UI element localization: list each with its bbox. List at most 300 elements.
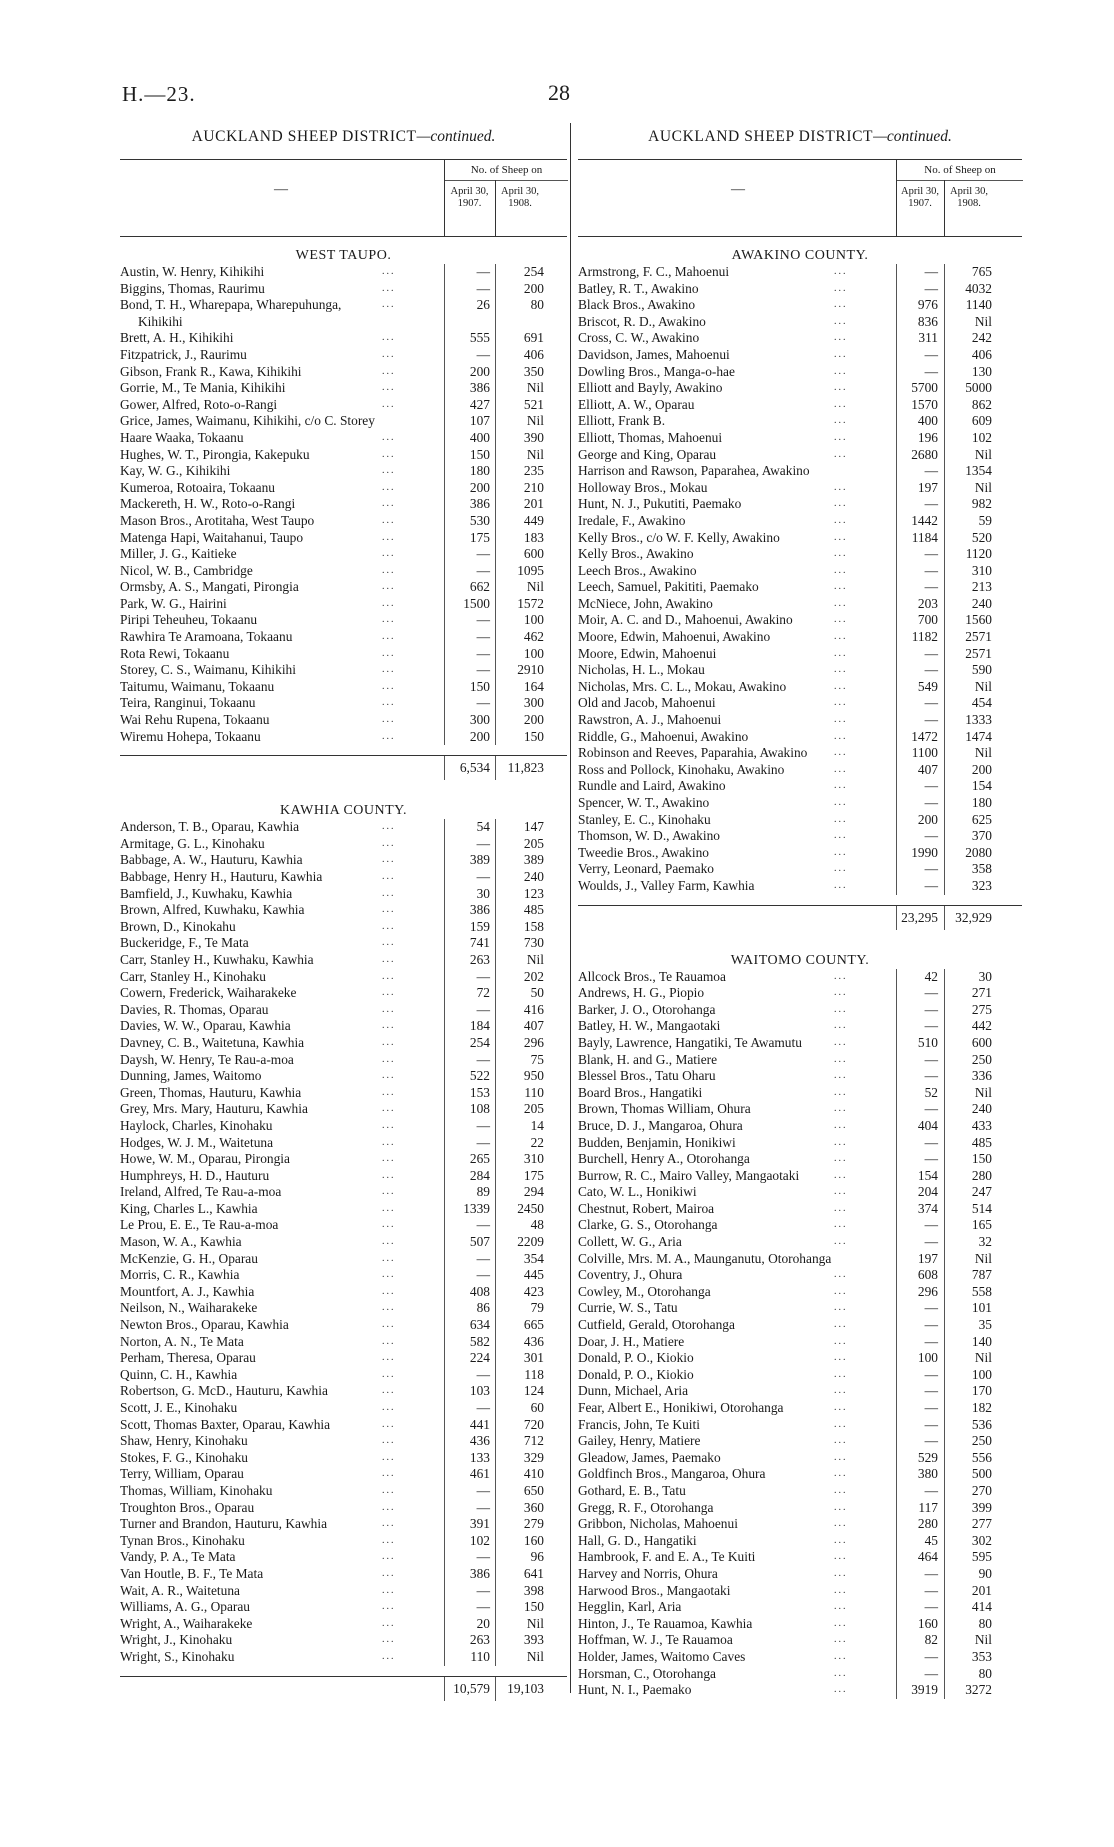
sheep-1907: — bbox=[924, 712, 938, 728]
dot-leader: ... bbox=[834, 1601, 848, 1613]
section-heading: KAWHIA COUNTY. bbox=[280, 803, 407, 819]
table-row bbox=[578, 480, 1022, 497]
sheep-1908: 50 bbox=[530, 985, 544, 1001]
header-col-1907: April 30, 1907. bbox=[901, 186, 939, 209]
dot-leader: ... bbox=[834, 763, 848, 775]
sheep-1907: 461 bbox=[469, 1466, 490, 1482]
sheep-1907: 54 bbox=[476, 819, 490, 835]
row-name: Storey, C. S., Waimanu, Kihikihi bbox=[120, 662, 296, 678]
sheep-1908: 414 bbox=[971, 1599, 992, 1615]
total-1908: 32,929 bbox=[955, 909, 992, 925]
table-row bbox=[578, 1417, 1022, 1434]
sheep-1907: 608 bbox=[917, 1267, 938, 1283]
row-name: Spencer, W. T., Awakino bbox=[578, 795, 710, 810]
sheep-1908: 558 bbox=[971, 1283, 992, 1299]
dot-leader: ... bbox=[834, 514, 848, 526]
table-row bbox=[578, 1018, 1022, 1035]
table-row bbox=[120, 1533, 567, 1550]
sheep-1907: 400 bbox=[917, 413, 938, 429]
table-row bbox=[120, 1217, 567, 1234]
sheep-1907: — bbox=[924, 1317, 938, 1333]
row-name: Leech Bros., Awakino bbox=[578, 562, 697, 578]
sheep-1907: 3919 bbox=[911, 1682, 938, 1698]
sheep-1908: 100 bbox=[523, 645, 544, 661]
sheep-1907: 107 bbox=[469, 413, 490, 429]
table-row bbox=[120, 1201, 567, 1218]
sheep-1907: — bbox=[924, 1234, 938, 1250]
dot-leader: ... bbox=[834, 714, 848, 726]
row-name: Norton, A. N., Te Mata bbox=[120, 1333, 244, 1349]
sheep-1908: 982 bbox=[971, 496, 992, 512]
table-row bbox=[578, 1450, 1022, 1467]
row-name: Batley, H. W., Mangaotaki bbox=[578, 1018, 721, 1034]
sheep-1907: — bbox=[924, 463, 938, 479]
total-1907: 23,295 bbox=[901, 909, 938, 925]
dot-leader: ... bbox=[382, 498, 396, 510]
sheep-1907: 436 bbox=[469, 1433, 490, 1449]
dot-leader: ... bbox=[834, 813, 848, 825]
row-name: Davidson, James, Mahoenui bbox=[578, 346, 730, 362]
dot-leader: ... bbox=[382, 1402, 396, 1413]
sheep-1908: 164 bbox=[523, 678, 544, 694]
dot-leader: ... bbox=[382, 465, 396, 477]
sheep-1908: 14 bbox=[530, 1117, 544, 1133]
sheep-1908: 250 bbox=[971, 1433, 992, 1449]
column-title-suffix: —continued. bbox=[416, 128, 496, 145]
row-name: Le Prou, E. E., Te Rau-a-moa bbox=[120, 1217, 279, 1233]
sheep-1907: 510 bbox=[917, 1034, 938, 1050]
sheep-1907: 180 bbox=[469, 463, 490, 479]
sheep-1907: — bbox=[476, 1001, 490, 1017]
sheep-1908: 90 bbox=[978, 1565, 992, 1581]
sheep-1907: — bbox=[924, 1433, 938, 1449]
table-row bbox=[120, 729, 567, 746]
row-name: Quinn, C. H., Kawhia bbox=[120, 1366, 238, 1382]
row-name: Brown, Alfred, Kuwhaku, Kawhia bbox=[120, 902, 305, 918]
dot-leader: ... bbox=[834, 1634, 848, 1646]
dot-leader: ... bbox=[382, 1169, 396, 1181]
sheep-1907: — bbox=[924, 1051, 938, 1067]
row-name: Rota Rewi, Tokaanu bbox=[120, 645, 230, 661]
sheep-1908: 310 bbox=[523, 1151, 544, 1167]
sheep-1907: — bbox=[924, 264, 938, 279]
table-row bbox=[120, 1184, 567, 1201]
sheep-1907: 549 bbox=[917, 678, 938, 694]
dot-leader: ... bbox=[382, 1601, 396, 1613]
row-name: Andrews, H. G., Piopio bbox=[578, 985, 705, 1001]
row-name: Davies, R. Thomas, Oparau bbox=[120, 1001, 269, 1017]
dot-leader: ... bbox=[382, 564, 396, 576]
dot-leader: ... bbox=[834, 531, 848, 543]
sheep-1907: — bbox=[924, 695, 938, 711]
row-name: Bayly, Lawrence, Hangatiki, Te Awamutu bbox=[578, 1034, 802, 1050]
row-name: Brown, D., Kinokahu bbox=[120, 918, 236, 934]
table-row bbox=[120, 430, 567, 447]
table-row bbox=[578, 1101, 1022, 1118]
row-name: Moore, Edwin, Mahoenui, Awakino bbox=[578, 629, 771, 645]
row-name: Babbage, Henry H., Hauturu, Kawhia bbox=[120, 869, 323, 884]
sheep-1908: 1333 bbox=[965, 712, 992, 728]
table-row bbox=[120, 1483, 567, 1500]
sheep-1907: 100 bbox=[917, 1350, 938, 1366]
sheep-1908: 240 bbox=[523, 869, 544, 884]
dot-leader: ... bbox=[382, 1435, 396, 1447]
header-dash: — bbox=[731, 182, 745, 197]
sheep-1907: 400 bbox=[469, 429, 490, 445]
section-gap bbox=[120, 1701, 567, 1721]
left-column bbox=[120, 128, 567, 1721]
row-name: Thomas, William, Kinohaku bbox=[120, 1482, 273, 1498]
sheep-1907: 204 bbox=[917, 1184, 938, 1200]
table-row bbox=[120, 952, 567, 969]
sheep-1908: 4032 bbox=[965, 280, 992, 296]
table-row bbox=[120, 1383, 567, 1400]
sheep-1908: 720 bbox=[523, 1416, 544, 1432]
dot-leader: ... bbox=[834, 1335, 848, 1347]
sheep-1907: — bbox=[476, 1217, 490, 1233]
row-name: Stokes, F. G., Kinohaku bbox=[120, 1449, 249, 1465]
sheep-1907: 1184 bbox=[911, 529, 938, 545]
sheep-1907: — bbox=[476, 835, 490, 851]
sheep-1908: 254 bbox=[523, 264, 544, 279]
dot-leader: ... bbox=[382, 647, 396, 659]
table-row bbox=[120, 695, 567, 712]
sheep-1908: 1560 bbox=[965, 612, 992, 628]
table-row bbox=[578, 778, 1022, 795]
row-name: Clarke, G. S., Otorohanga bbox=[578, 1217, 718, 1233]
sheep-1907: — bbox=[924, 985, 938, 1001]
sheep-1908: 730 bbox=[523, 935, 544, 951]
table-row bbox=[578, 745, 1022, 762]
dot-leader: ... bbox=[834, 1053, 848, 1065]
table-row bbox=[578, 629, 1022, 646]
sheep-1908: 514 bbox=[971, 1200, 992, 1216]
table-row bbox=[120, 712, 567, 729]
row-name: Park, W. G., Hairini bbox=[120, 595, 227, 611]
sheep-1908: 301 bbox=[523, 1350, 544, 1366]
sheep-1907: — bbox=[476, 1267, 490, 1283]
table-row bbox=[578, 1583, 1022, 1600]
sheep-1908: 399 bbox=[971, 1499, 992, 1515]
table-row bbox=[120, 480, 567, 497]
sheep-1908: 485 bbox=[971, 1134, 992, 1150]
sheep-1907: 102 bbox=[469, 1532, 490, 1548]
dot-leader: ... bbox=[834, 1551, 848, 1563]
dot-leader: ... bbox=[382, 398, 396, 410]
dot-leader: ... bbox=[834, 830, 848, 842]
section-gap bbox=[120, 780, 567, 800]
table-row bbox=[578, 463, 1022, 480]
row-name: Board Bros., Hangatiki bbox=[578, 1084, 703, 1100]
dot-leader: ... bbox=[834, 1567, 848, 1579]
sheep-1907: — bbox=[476, 695, 490, 711]
table-row bbox=[120, 1135, 567, 1152]
dot-leader: ... bbox=[382, 531, 396, 543]
row-name: Hodges, W. J. M., Waitetuna bbox=[120, 1134, 274, 1150]
sheep-1908: 350 bbox=[523, 363, 544, 379]
row-name: Grey, Mrs. Mary, Hauturu, Kawhia bbox=[120, 1101, 308, 1117]
table-row bbox=[120, 969, 567, 986]
sheep-1907: — bbox=[924, 1151, 938, 1167]
sheep-1908: 358 bbox=[971, 861, 992, 877]
sheep-1907: — bbox=[476, 1134, 490, 1150]
dot-leader: ... bbox=[834, 282, 848, 294]
row-name: Dowling Bros., Manga-o-hae bbox=[578, 363, 735, 379]
sheep-1907: 386 bbox=[469, 380, 490, 396]
sheep-1907: — bbox=[924, 280, 938, 296]
dot-leader: ... bbox=[382, 266, 396, 277]
sheep-1908: 1354 bbox=[965, 463, 992, 479]
table-row bbox=[120, 629, 567, 646]
table-row bbox=[120, 397, 567, 414]
dot-leader: ... bbox=[834, 1368, 848, 1380]
dot-leader: ... bbox=[834, 299, 848, 311]
header-group-label: No. of Sheep on bbox=[896, 160, 1023, 181]
row-name: Hegglin, Karl, Aria bbox=[578, 1599, 682, 1615]
dot-leader: ... bbox=[382, 1236, 396, 1248]
table-row bbox=[120, 1583, 567, 1600]
table-row bbox=[578, 1566, 1022, 1583]
table-row bbox=[578, 430, 1022, 447]
row-name: Colville, Mrs. M. A., Maunganutu, Otorohanga bbox=[578, 1250, 832, 1266]
sheep-1907: 200 bbox=[469, 479, 490, 495]
table-row bbox=[120, 530, 567, 547]
dot-leader: ... bbox=[834, 879, 848, 891]
sheep-1908: 123 bbox=[523, 885, 544, 901]
table-row bbox=[578, 1350, 1022, 1367]
header-group-label: No. of Sheep on bbox=[444, 160, 568, 181]
table-row bbox=[578, 1052, 1022, 1069]
sheep-1907: — bbox=[476, 968, 490, 984]
sheep-1908: Nil bbox=[974, 1350, 992, 1366]
sheep-1908: 310 bbox=[971, 562, 992, 578]
sheep-1907: — bbox=[924, 1400, 938, 1415]
dot-leader: ... bbox=[382, 382, 396, 394]
sheep-1908: 202 bbox=[523, 968, 544, 984]
dot-leader: ... bbox=[382, 597, 396, 609]
sheep-1907: 196 bbox=[917, 429, 938, 445]
row-name: Austin, W. Henry, Kihikihi bbox=[120, 264, 265, 279]
sheep-1908: 398 bbox=[523, 1582, 544, 1598]
table-row bbox=[120, 1632, 567, 1649]
dot-leader: ... bbox=[382, 1551, 396, 1563]
sheep-1908: 79 bbox=[530, 1300, 544, 1316]
table-row bbox=[120, 1616, 567, 1633]
table-row bbox=[578, 596, 1022, 613]
sheep-1908: 271 bbox=[971, 985, 992, 1001]
row-name: Moir, A. C. and D., Mahoenui, Awakino bbox=[578, 612, 793, 628]
sheep-1907: 108 bbox=[469, 1101, 490, 1117]
sheep-1908: 240 bbox=[971, 595, 992, 611]
table-row bbox=[120, 496, 567, 513]
dot-leader: ... bbox=[834, 332, 848, 344]
table-row bbox=[578, 1400, 1022, 1417]
dot-leader: ... bbox=[834, 780, 848, 792]
column-divider bbox=[570, 123, 571, 1693]
sheep-1908: 520 bbox=[971, 529, 992, 545]
table-header bbox=[578, 159, 1022, 237]
sheep-1908: 950 bbox=[523, 1068, 544, 1084]
sheep-1908: 2571 bbox=[965, 645, 992, 661]
row-name: Kelly Bros., c/o W. F. Kelly, Awakino bbox=[578, 529, 780, 545]
row-name: Goldfinch Bros., Mangaroa, Ohura bbox=[578, 1466, 766, 1482]
row-name: Haare Waaka, Tokaanu bbox=[120, 429, 244, 445]
dot-leader: ... bbox=[834, 1119, 848, 1131]
dot-leader: ... bbox=[382, 664, 396, 676]
dot-leader: ... bbox=[834, 1285, 848, 1297]
sheep-1907: 86 bbox=[476, 1300, 490, 1316]
sheep-1907: — bbox=[476, 1549, 490, 1565]
table-row bbox=[578, 1616, 1022, 1633]
table-row bbox=[578, 695, 1022, 712]
row-name: Bruce, D. J., Mangaroa, Ohura bbox=[578, 1117, 743, 1133]
total-1908: 11,823 bbox=[507, 760, 544, 776]
sheep-1908: 201 bbox=[971, 1582, 992, 1598]
dot-leader: ... bbox=[834, 1402, 848, 1413]
row-name: Wright, A., Waiharakeke bbox=[120, 1615, 253, 1631]
sheep-1908: 32 bbox=[978, 1234, 992, 1250]
row-name: Williams, A. G., Oparau bbox=[120, 1599, 250, 1615]
sheep-1908: 235 bbox=[523, 463, 544, 479]
table-row bbox=[120, 1599, 567, 1616]
sheep-1907: 507 bbox=[469, 1234, 490, 1250]
table-row bbox=[120, 1433, 567, 1450]
table-row bbox=[120, 1085, 567, 1102]
sheep-1908: 130 bbox=[971, 363, 992, 379]
table-row bbox=[120, 1649, 567, 1666]
dot-leader: ... bbox=[834, 680, 848, 692]
table-row bbox=[120, 1549, 567, 1566]
table-row bbox=[120, 1367, 567, 1384]
dot-leader: ... bbox=[382, 1202, 396, 1214]
row-name: Gleadow, James, Paemako bbox=[578, 1449, 721, 1465]
row-name: Gower, Alfred, Roto-o-Rangi bbox=[120, 396, 278, 412]
table-row bbox=[120, 413, 567, 430]
table-row bbox=[578, 297, 1022, 314]
dot-leader: ... bbox=[382, 1468, 396, 1480]
sheep-1907: 391 bbox=[469, 1516, 490, 1532]
sheep-1907: 530 bbox=[469, 512, 490, 528]
sheep-1908: 213 bbox=[971, 579, 992, 595]
sheep-1907: 150 bbox=[469, 678, 490, 694]
dot-leader: ... bbox=[834, 1468, 848, 1480]
row-name: Gibson, Frank R., Kawa, Kihikihi bbox=[120, 363, 302, 379]
sheep-1907: 200 bbox=[469, 728, 490, 744]
table-row bbox=[120, 1516, 567, 1533]
row-name: Coventry, J., Ohura bbox=[578, 1267, 683, 1283]
table-row bbox=[578, 762, 1022, 779]
table-row bbox=[120, 1450, 567, 1467]
sheep-1907: — bbox=[476, 1400, 490, 1415]
dot-leader: ... bbox=[382, 1418, 396, 1430]
row-name: Gailey, Henry, Matiere bbox=[578, 1433, 701, 1449]
sheep-1908: 150 bbox=[523, 1599, 544, 1615]
table-row bbox=[120, 646, 567, 663]
sheep-1907: — bbox=[476, 1250, 490, 1266]
sheep-1907: 197 bbox=[917, 479, 938, 495]
row-name: Ross and Pollock, Kinohaku, Awakino bbox=[578, 761, 785, 777]
sheep-1907: 374 bbox=[917, 1200, 938, 1216]
table-row bbox=[578, 1666, 1022, 1683]
sheep-1907: 386 bbox=[469, 1565, 490, 1581]
sheep-1907: — bbox=[924, 1416, 938, 1432]
row-name: Hunt, N. J., Pukutiti, Paemako bbox=[578, 496, 742, 512]
row-name: Barker, J. O., Otorohanga bbox=[578, 1001, 716, 1017]
row-name: Morris, C. R., Kawhia bbox=[120, 1267, 240, 1283]
sheep-1908: 433 bbox=[971, 1117, 992, 1133]
table-row bbox=[120, 919, 567, 936]
table-row bbox=[578, 1682, 1022, 1699]
dot-leader: ... bbox=[834, 1584, 848, 1596]
table-row bbox=[578, 1383, 1022, 1400]
dot-leader: ... bbox=[834, 1484, 848, 1496]
row-name: Anderson, T. B., Oparau, Kawhia bbox=[120, 819, 300, 835]
row-name: Robertson, G. McD., Hauturu, Kawhia bbox=[120, 1383, 328, 1399]
sheep-1908: 302 bbox=[971, 1532, 992, 1548]
dot-leader: ... bbox=[834, 970, 848, 982]
sheep-1908: 595 bbox=[971, 1549, 992, 1565]
sheep-1907: — bbox=[476, 1482, 490, 1498]
dot-leader: ... bbox=[834, 1103, 848, 1115]
row-name: Harvey and Norris, Ohura bbox=[578, 1565, 718, 1581]
table-row bbox=[578, 679, 1022, 696]
sheep-1907: 2680 bbox=[911, 446, 938, 462]
row-name: Brown, Thomas William, Ohura bbox=[578, 1101, 751, 1117]
dot-leader: ... bbox=[834, 1153, 848, 1165]
row-name: Francis, John, Te Kuiti bbox=[578, 1416, 700, 1432]
row-name: Rawhira Te Aramoana, Tokaanu bbox=[120, 629, 293, 645]
table-row bbox=[578, 662, 1022, 679]
column-title-suffix: —continued. bbox=[873, 128, 952, 145]
dot-leader: ... bbox=[834, 548, 848, 560]
dot-leader: ... bbox=[382, 1484, 396, 1496]
dot-leader: ... bbox=[834, 1020, 848, 1032]
table-row bbox=[578, 1466, 1022, 1483]
table-row bbox=[578, 1184, 1022, 1201]
table-row bbox=[120, 1300, 567, 1317]
row-name: Daysh, W. Henry, Te Rau-a-moa bbox=[120, 1051, 294, 1067]
sheep-1908: 600 bbox=[523, 546, 544, 562]
sheep-1907: — bbox=[924, 662, 938, 678]
table-row bbox=[578, 1533, 1022, 1550]
row-name: Carr, Stanley H., Kinohaku bbox=[120, 968, 266, 984]
sheep-1907: — bbox=[924, 1018, 938, 1034]
dot-leader: ... bbox=[834, 398, 848, 410]
sheep-1908: 423 bbox=[523, 1283, 544, 1299]
sheep-1907: 662 bbox=[469, 579, 490, 595]
right-column bbox=[578, 128, 1022, 1699]
sheep-1908: 294 bbox=[523, 1184, 544, 1200]
table-row bbox=[120, 852, 567, 869]
table-row bbox=[578, 1516, 1022, 1533]
sheep-1908: 765 bbox=[971, 264, 992, 279]
row-name: Budden, Benjamin, Honikiwi bbox=[578, 1134, 736, 1150]
sheep-1908: 160 bbox=[523, 1532, 544, 1548]
dot-leader: ... bbox=[382, 1036, 396, 1048]
sheep-1907: 380 bbox=[917, 1466, 938, 1482]
table-row bbox=[120, 513, 567, 530]
row-name: Kay, W. G., Kihikihi bbox=[120, 463, 231, 479]
dot-leader: ... bbox=[382, 1634, 396, 1646]
table-header bbox=[120, 159, 567, 237]
sheep-1908: 150 bbox=[523, 728, 544, 744]
sheep-1907: — bbox=[924, 496, 938, 512]
sheep-1907: — bbox=[924, 1482, 938, 1498]
section-heading: WAITOMO COUNTY. bbox=[730, 952, 870, 968]
table-body bbox=[578, 247, 1022, 1699]
dot-leader: ... bbox=[834, 1501, 848, 1513]
row-name: Troughton Bros., Oparau bbox=[120, 1499, 255, 1515]
